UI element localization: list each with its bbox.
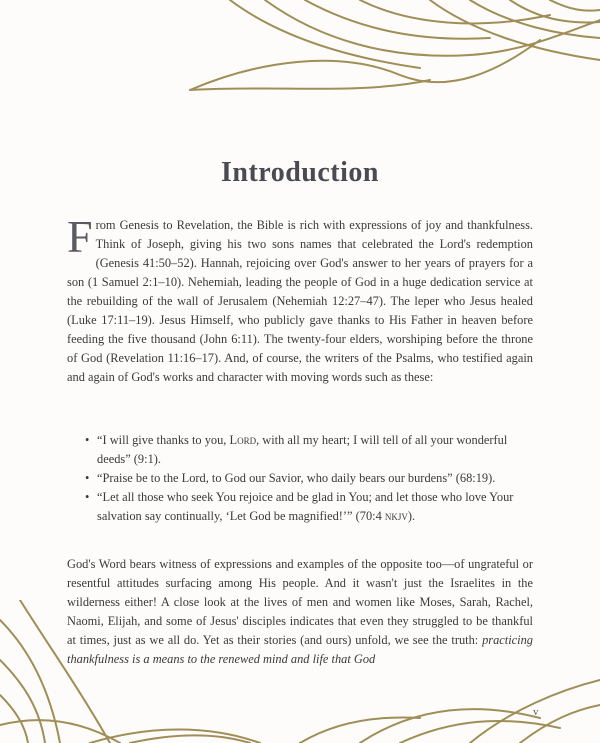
second-paragraph — [67, 555, 533, 669]
list-item: • “I will give thanks to you, Lord, with all my heart; I will tell of all your wonderful deeds” (9:1). — [85, 433, 508, 466]
page-title: Introduction — [221, 156, 379, 188]
psalm-quote-list — [85, 431, 533, 526]
bullet-icon: • — [85, 490, 90, 504]
list-item: • “Praise be to the Lord, to God our Savior, who daily bears our burdens” (68:19). — [85, 469, 533, 488]
leaf-decoration-top — [170, 0, 600, 95]
list-item: • “Let all those who seek You rejoice and be glad in You; and let those who love Your salvation say continually, ‘Let God be magnified!’” (70:4 nkjv). — [85, 490, 514, 523]
intro-text: rom Genesis to Revelation, the Bible is rich with expressions of joy and thankfulness. Think of Joseph, giving his two sons names that celebrated the Lord's redemption (Genesis 41:50–52). Hannah, rejoicing over God's answer to her years of prayers for a son (1 Samuel 2:1–10). Nehemiah, leading the people of God in a huge dedication service at the rebuilding of the wall of Jerusalem (Nehemiah 12:27–47). The leper who Jesus healed (Luke 17:11–19). Jesus Himself, who publicly gave thanks to His Father in heaven before feeding the five thousand (John 6:11). The twenty-four elders, worshiping before the throne of God (Revelation 11:16–17). And, of course, the writers of the Psalms, who testified again and again of God's works and character with moving words such as these: — [67, 218, 533, 384]
emphasis-text: practicing thankfulness is a means to the renewed mind and life that God — [67, 633, 533, 666]
bullet-icon: • — [85, 471, 90, 485]
second-paragraph-text: God's Word bears witness of expressions and examples of the opposite too—of ungrateful or resentful attitudes surfacing among His people. And it wasn't just the Israelites in the wilderness either! A close look at the lives of men and women like Moses, Sarah, Rachel, Naomi, Elijah, and some of Jesus' disciples indicates that even they struggled to be thankful at times, just as we all do. Yet as their stories (and ours) unfold, we see the truth: — [67, 557, 533, 647]
intro-paragraph — [67, 211, 533, 387]
drop-cap: F — [67, 211, 93, 262]
page-number: v — [533, 706, 539, 718]
bullet-icon: • — [85, 433, 90, 447]
